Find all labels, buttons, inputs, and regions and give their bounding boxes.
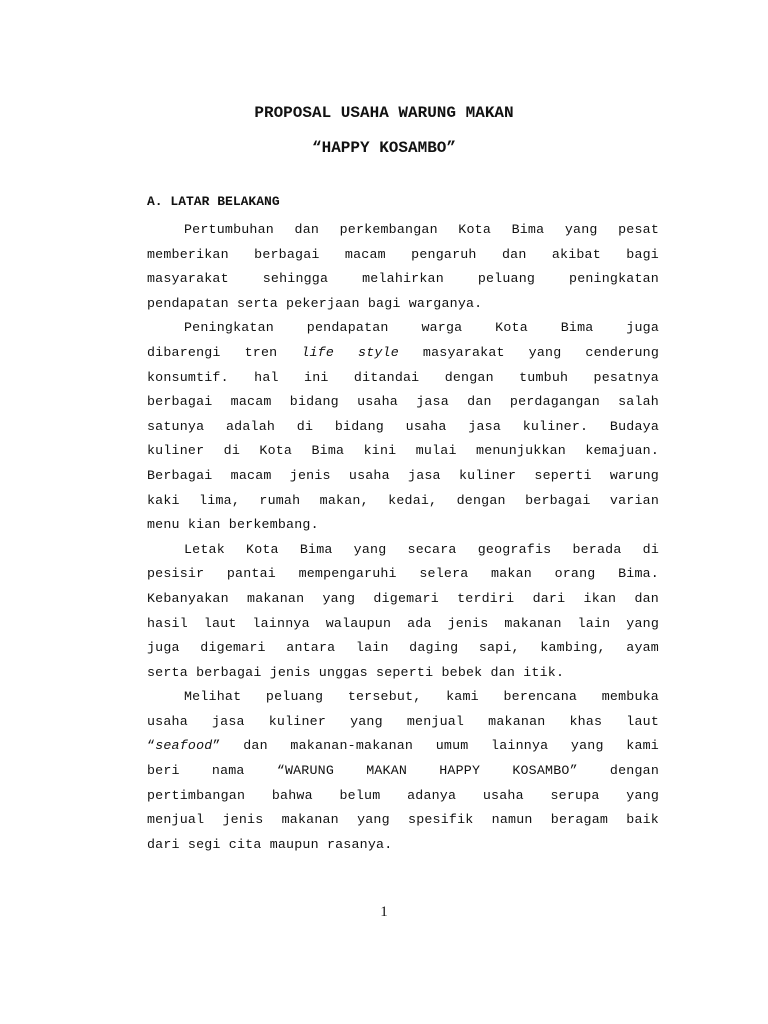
paragraph-line: satunya adalah di bidang usaha jasa kuliner. Budaya [147, 418, 659, 434]
paragraph-line: Peningkatan pendapatan warga Kota Bima juga [184, 320, 659, 336]
paragraph-line: menu kian berkembang. [147, 517, 319, 533]
body-text [147, 218, 659, 857]
paragraph-1 [147, 218, 659, 316]
paragraph-line: Berbagai macam jenis usaha jasa kuliner seperti warung [147, 467, 659, 483]
paragraph-line: beri nama “WARUNG MAKAN HAPPY KOSAMBO” dengan [147, 763, 659, 779]
paragraph-line [147, 341, 659, 366]
paragraph-line: serta berbagai jenis unggas seperti bebek dan itik. [147, 664, 565, 680]
document-subtitle: “HAPPY KOSAMBO” [311, 139, 457, 157]
paragraph-line: hasil laut lainnya walaupun ada jenis makanan lain yang [147, 615, 659, 631]
paragraph-line: menjual jenis makanan yang spesifik namun beragam baik [147, 812, 659, 828]
paragraph-line: Letak Kota Bima yang secara geografis berada di [184, 541, 659, 557]
paragraph-2 [147, 316, 659, 537]
paragraph-line: berbagai macam bidang usaha jasa dan perdagangan salah [147, 394, 659, 410]
paragraph-line: Kebanyakan makanan yang digemari terdiri dari ikan dan [147, 590, 659, 606]
paragraph-line: memberikan berbagai macam pengaruh dan akibat bagi [147, 246, 659, 262]
line-text: “ [147, 738, 156, 754]
paragraph-line: masyarakat sehingga melahirkan peluang peningkatan [147, 271, 659, 287]
paragraph-line: pertimbangan bahwa belum adanya usaha serupa yang [147, 787, 659, 803]
paragraph-line: dari segi cita maupun rasanya. [147, 836, 393, 852]
line-text: dibarengi tren [147, 344, 302, 360]
paragraph-line: juga digemari antara lain daging sapi, kambing, ayam [147, 640, 659, 656]
paragraph-line: pendapatan serta pekerjaan bagi warganya. [147, 295, 483, 311]
paragraph-line: pesisir pantai mempengaruhi selera makan orang Bima. [147, 566, 659, 582]
section-heading: A. LATAR BELAKANG [147, 194, 280, 209]
line-text: ” dan makanan-makanan umum lainnya yang kami [212, 738, 659, 754]
paragraph-line [147, 734, 659, 759]
paragraph-line: kuliner di Kota Bima kini mulai menunjukkan kemajuan. [147, 443, 659, 459]
paragraph-3 [147, 538, 659, 686]
document-title: PROPOSAL USAHA WARUNG MAKAN [254, 104, 514, 122]
italic-term: seafood [155, 738, 213, 754]
line-text: masyarakat yang cenderung [398, 344, 660, 360]
paragraph-line: kaki lima, rumah makan, kedai, dengan berbagai varian [147, 492, 659, 508]
paragraph-line: usaha jasa kuliner yang menjual makanan khas laut [147, 713, 659, 729]
italic-term: life style [301, 344, 399, 360]
paragraph-line: konsumtif. hal ini ditandai dengan tumbuh pesatnya [147, 369, 659, 385]
paragraph-line: Pertumbuhan dan perkembangan Kota Bima yang pesat [184, 222, 659, 237]
paragraph-line: Melihat peluang tersebut, kami berencana membuka [184, 689, 659, 705]
page-number: 1 [380, 904, 388, 920]
paragraph-4 [147, 685, 659, 857]
